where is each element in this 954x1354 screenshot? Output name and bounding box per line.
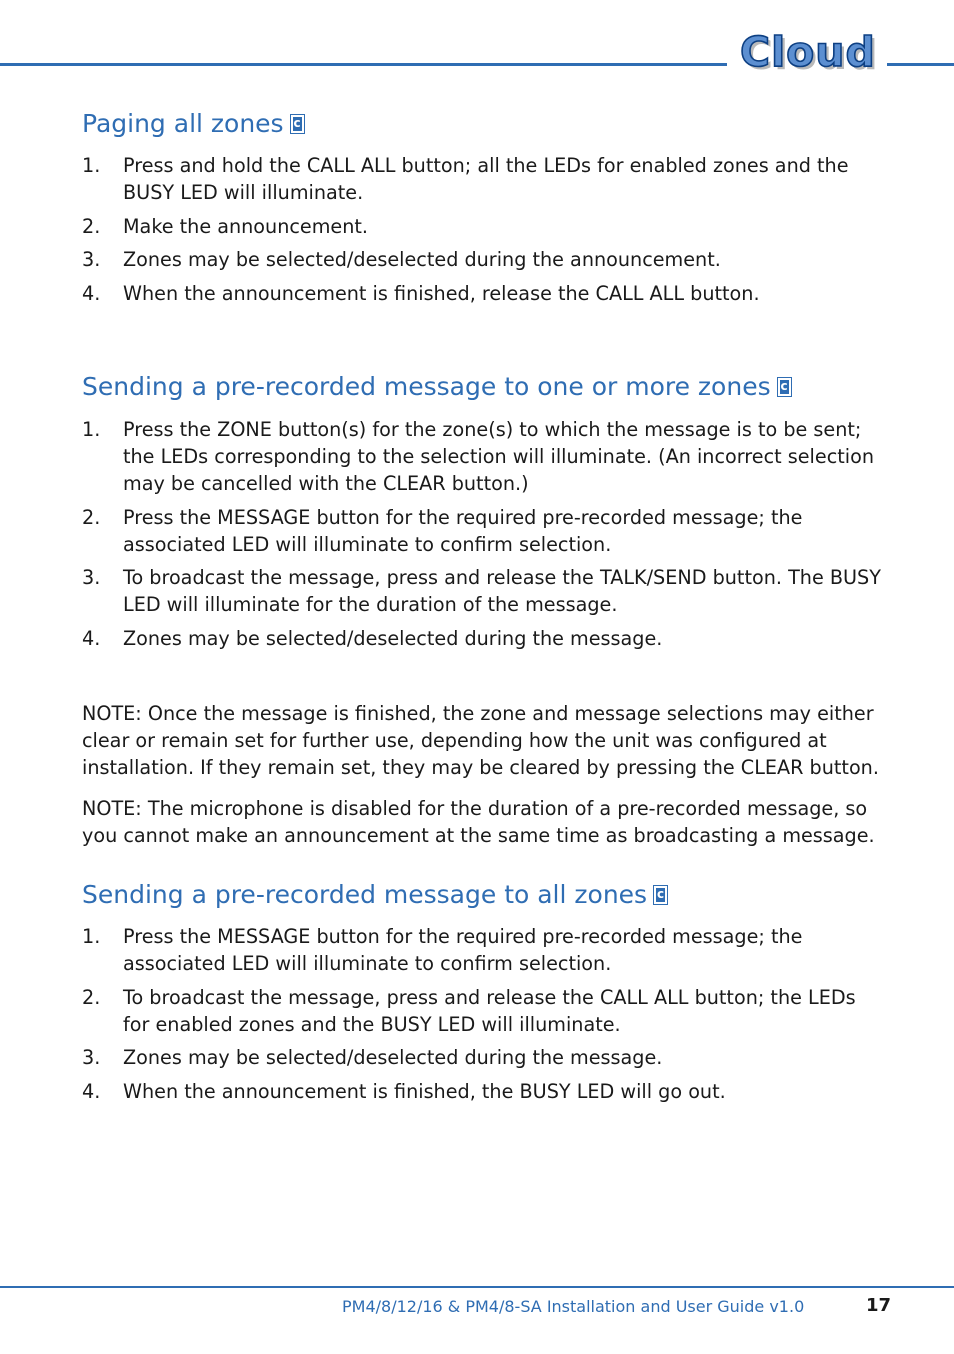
list-item [82,984,882,1038]
steps-list-message-zones [82,416,882,658]
step-text: Press and hold the CALL ALL button; all the LEDs for enabled zones and the BUSY LED will illuminate. [123,154,849,204]
step-number: 2. [82,505,101,529]
step-text: Zones may be selected/deselected during the message. [123,1046,663,1069]
note-selections: NOTE: Once the message is finished, the zone and message selections may either clear or remain set for further use, depending how the unit was configured at installation. If they remain set, they may be cleared by pressing the CLEAR button. [82,702,879,779]
list-item [82,1044,882,1071]
header-rule-right [887,63,954,66]
list-item [82,213,882,240]
step-text: To broadcast the message, press and release the CALL ALL button; the LEDs for enabled zones and the BUSY LED will illuminate. [123,985,856,1036]
console-c-icon [777,377,792,397]
list-item [82,923,882,977]
step-text: When the announcement is finished, release the CALL ALL button. [123,281,760,305]
step-number: 3. [82,566,101,589]
steps-list-paging [82,152,882,313]
step-number: 3. [82,248,101,271]
list-item [82,564,882,618]
list-item [82,504,882,558]
step-text: Press the MESSAGE button for the required pre-recorded message; the associated LED will illuminate to confirm selection. [123,925,803,975]
cloud-logo: Cloud [740,28,876,76]
section-heading-text: Paging all zones [82,109,284,138]
list-item [82,152,882,206]
step-number: 1. [82,154,101,177]
section-heading-text: Sending a pre-recorded message to all zones [82,880,648,909]
list-item [82,416,882,497]
step-number: 4. [82,1079,101,1103]
step-number: 4. [82,281,101,305]
step-text: Zones may be selected/deselected during the announcement. [123,248,721,271]
list-item [82,625,882,652]
list-item [82,1078,882,1105]
list-item [82,246,882,273]
footer-rule [0,1286,954,1288]
step-number: 4. [82,626,101,650]
steps-list-message-all [82,923,882,1111]
section-heading-text: Sending a pre-recorded message to one or more zones [82,372,771,401]
step-text: When the announcement is finished, the BUSY LED will go out. [123,1079,726,1103]
step-number: 3. [82,1046,101,1069]
page-number: 17 [866,1295,892,1316]
section-heading-message-to-zones [82,372,792,402]
step-number: 2. [82,985,101,1009]
step-number: 1. [82,925,101,948]
console-c-icon [653,885,668,905]
step-text: Press the MESSAGE button for the required pre-recorded message; the associated LED will illuminate to confirm selection. [123,505,803,556]
section-heading-message-all-zones [82,880,668,910]
step-text: Make the announcement. [123,214,369,238]
step-number: 2. [82,214,101,238]
header-rule-left [0,63,727,66]
step-text: Zones may be selected/deselected during the message. [123,626,663,650]
step-number: 1. [82,418,101,441]
section-heading-paging-all-zones [82,109,305,139]
list-item [82,280,882,307]
console-c-icon [290,114,305,134]
step-text: Press the ZONE button(s) for the zone(s) to which the message is to be sent; the LEDs corresponding to the selection will illuminate. (An incorrect selection may be cancelled with the CLEAR button.) [123,418,874,495]
step-text: To broadcast the message, press and release the TALK/SEND button. The BUSY LED will illuminate for the duration of the message. [123,566,881,616]
note-microphone: NOTE: The microphone is disabled for the duration of a pre-recorded message, so you cannot make an announcement at the same time as broadcasting a message. [82,797,875,847]
footer-guide-title: PM4/8/12/16 & PM4/8-SA Installation and User Guide v1.0 [342,1297,805,1316]
